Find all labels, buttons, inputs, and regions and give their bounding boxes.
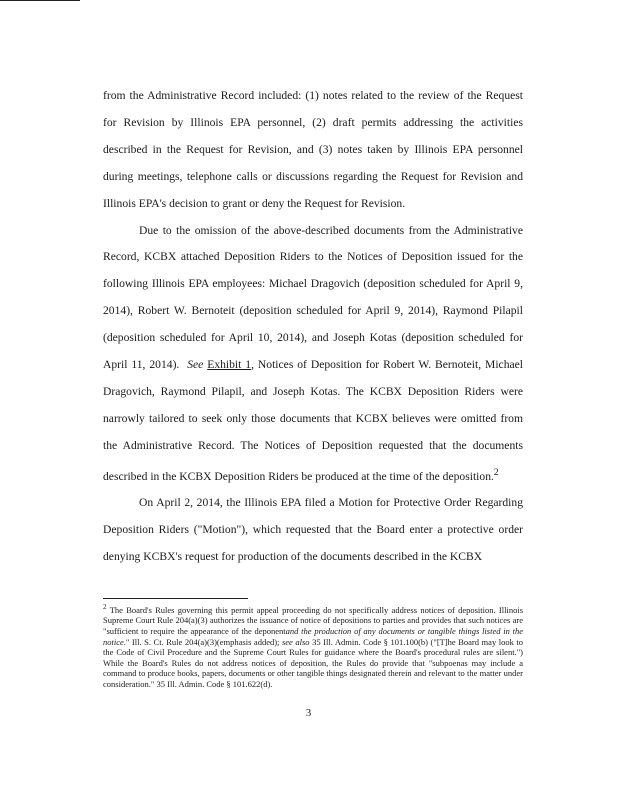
footnote-text-b: ." Ill. S. Ct. Rule 204(a)(3)(emphasis added); xyxy=(123,636,280,647)
scan-edge-rule xyxy=(0,0,80,1)
page-number: 3 xyxy=(305,707,312,719)
footnote-italic-a: and the production of any documents or tangible things listed in the notice xyxy=(103,626,523,647)
see-signal: See xyxy=(187,358,204,372)
footnote xyxy=(103,602,523,690)
footnote-marker: 2 xyxy=(493,466,499,478)
paragraph-1: from the Administrative Record included: (1) notes related to the review of the Request for Revision by Illinois EPA personnel, (2) draft permits addressing the activities described in the Request for Revision, and (3) notes taken by Illinois EPA personnel during meetings, telephone calls or discussions regarding the Request for Revision and Illinois EPA's decision to grant or deny the Request for Revision. xyxy=(103,89,523,210)
paragraph-2 xyxy=(103,218,523,491)
footnote-italic-b: see also xyxy=(281,636,310,647)
paragraph-2-text-a: Due to the omission of the above-described documents from the Administrative Record, KCBX attached Deposition Riders to the Notices of Deposition issued for the following Illinois EPA employees: Michael Dragovich (deposition scheduled for April 9, 2014), Robert W. Bernoteit (deposition scheduled for April 9, 2014), Raymond Pilapil (deposition scheduled for April 10, 2014), and Joseph Kotas (deposition scheduled for April 11, 2014). xyxy=(103,223,523,372)
footnote-text-a: The Board's Rules governing this permit appeal proceeding do not specifically address notices of deposition. Illinois Supreme Court Rule 204(a)(3) authorizes the issuance of notice of depositions to parties and provides that such notices are "sufficient to require the appearance of the deponent xyxy=(103,604,523,637)
body-text xyxy=(103,83,523,571)
paragraph-2-text-b: , Notices of Deposition for Robert W. Bernoteit, Michael Dragovich, Raymond Pilapil, and Joseph Kotas. The KCBX Deposition Riders were narrowly tailored to seek only those documents that KCBX believes were omitted from the Administrative Record. The Notices of Deposition requested that the documents described in the KCBX Deposition Riders be produced at the time of the deposition. xyxy=(103,358,524,483)
footnote-number: 2 xyxy=(103,603,107,611)
footnote-separator xyxy=(103,598,248,599)
paragraph-3: On April 2, 2014, the Illinois EPA filed a Motion for Protective Order Regarding Deposition Riders ("Motion"), which requested that the Board enter a protective order denying KCBX's request for production of the documents described in the KCBX xyxy=(103,496,523,564)
footnote-text-c: 35 Ill. Admin. Code § 101.100(b) ("[T]he Board may look to the Code of Civil Procedure and the Supreme Court Rules for guidance where the Board's procedural rules are silent.") While the Board's Rules do not address notices of deposition, the Rules do provide that "subpoenas may include a command to produce books, papers, documents or other tangible things designated therein and relevant to the matter under consideration." 35 Ill. Admin. Code § 101.622(d). xyxy=(103,636,524,689)
exhibit-1-reference: Exhibit 1 xyxy=(207,358,252,372)
